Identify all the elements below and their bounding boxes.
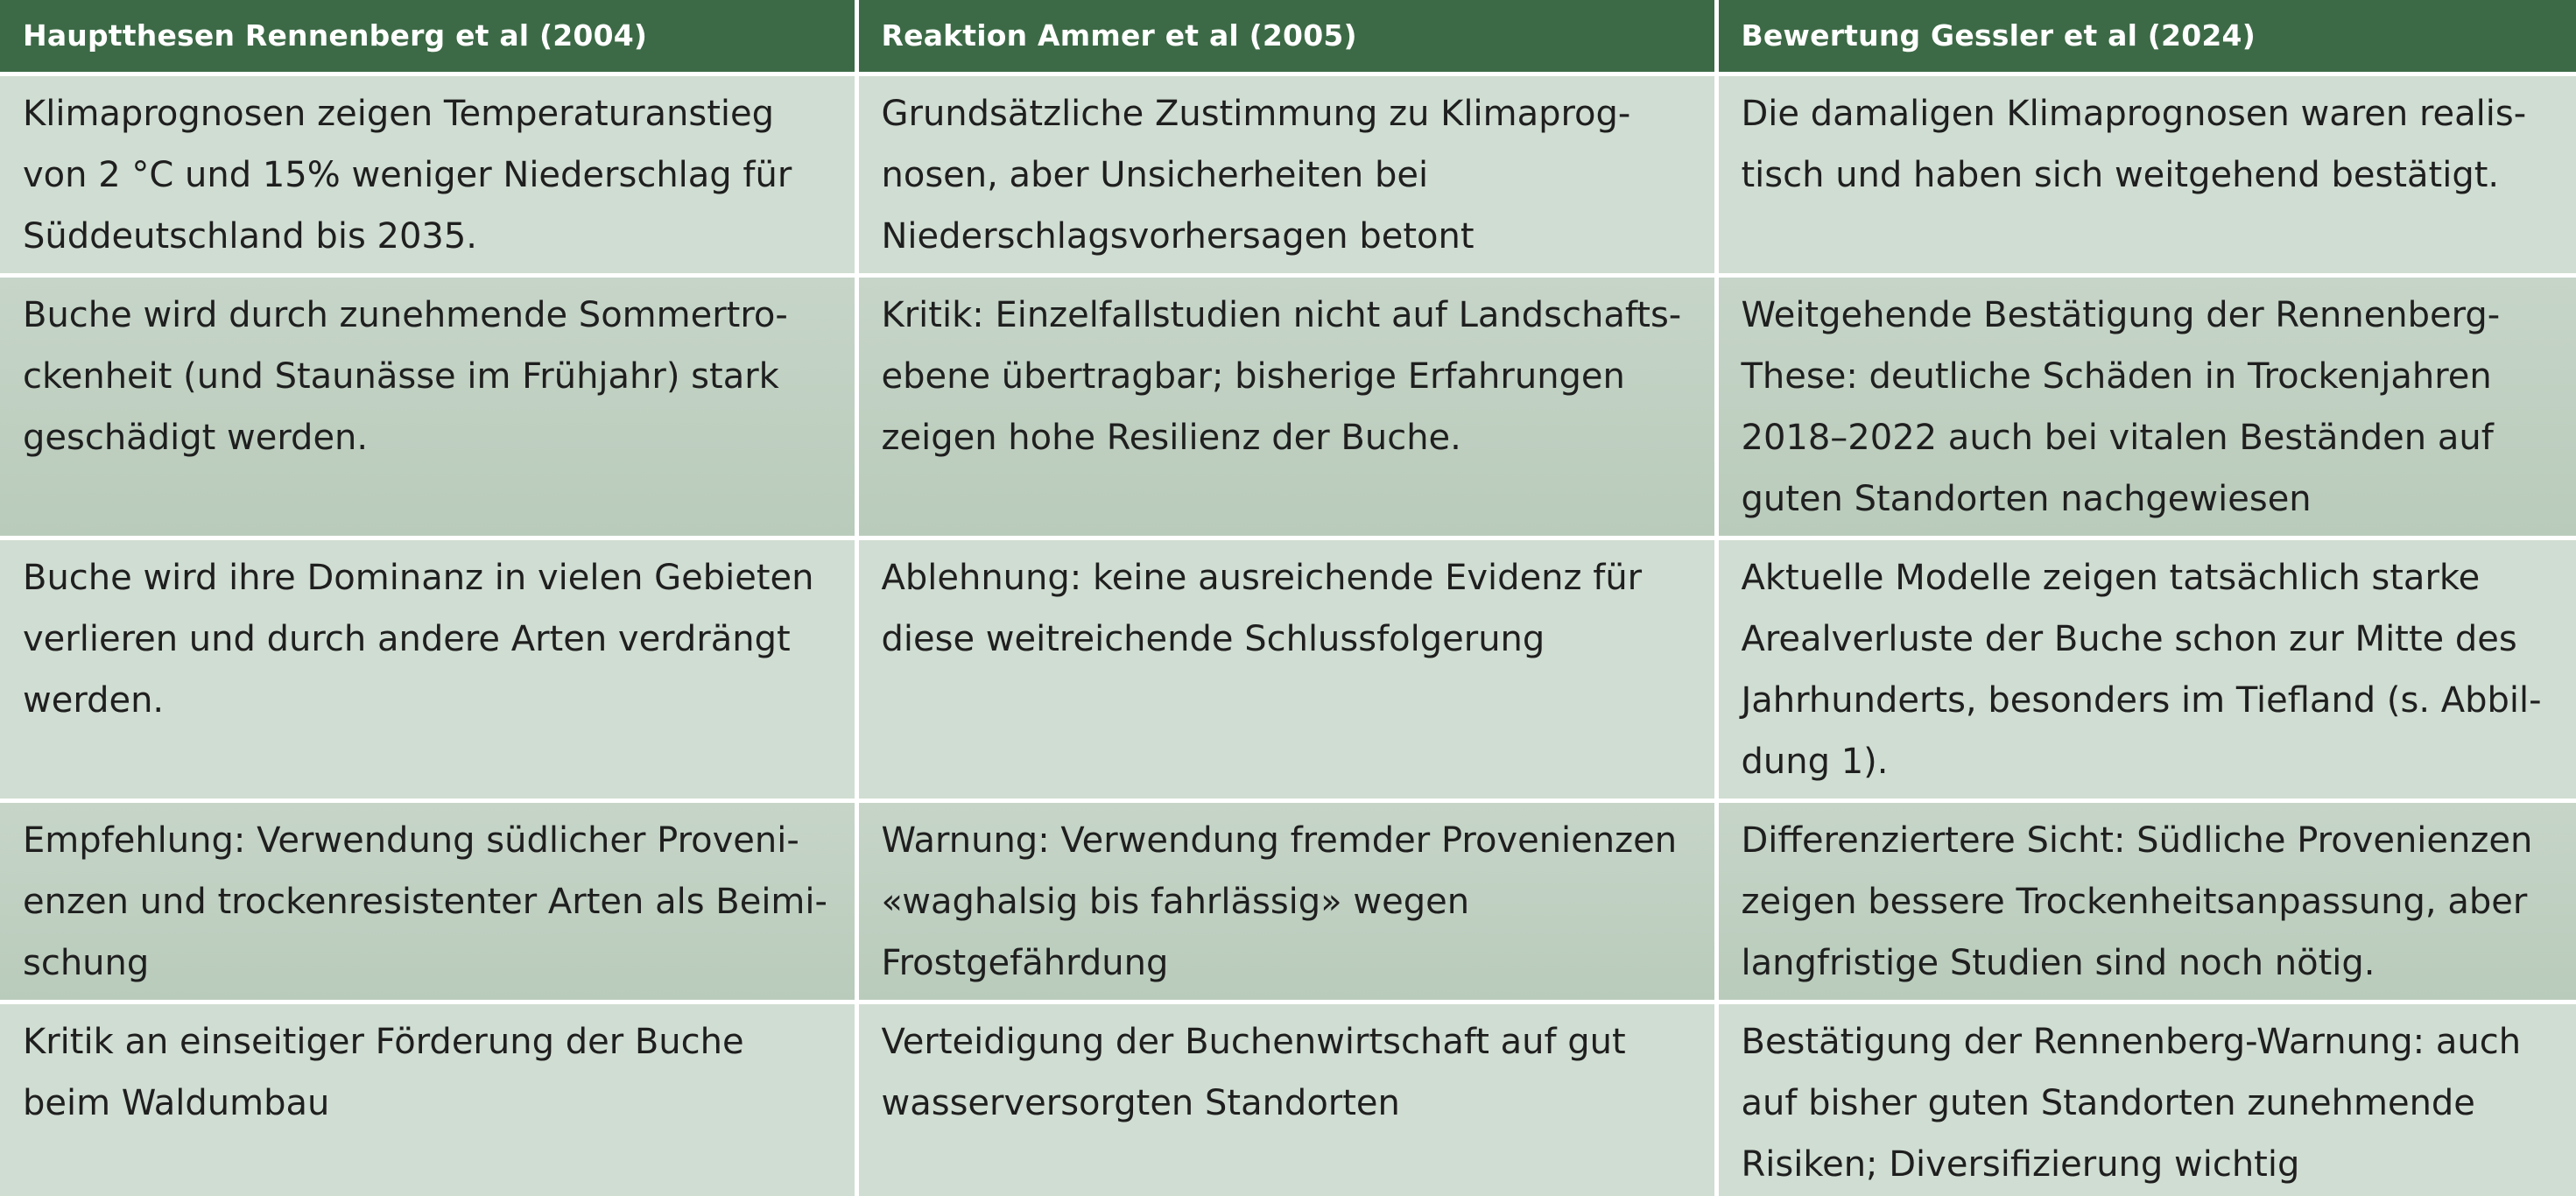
column-header-ammer: Reaktion Ammer et al (2005) xyxy=(856,0,1716,74)
table-row xyxy=(0,538,2576,800)
table-cell: Kritik an einseitiger Förderung der Buche beim Waldumbau xyxy=(0,1002,856,1196)
table-cell: Bestätigung der Rennenberg-Warnung: auch auf bisher guten Standorten zunehmende Risiken; Diversifizierung wichtig xyxy=(1716,1002,2576,1196)
table-row xyxy=(0,275,2576,538)
header-row xyxy=(0,0,2576,74)
table-cell: Verteidigung der Buchenwirtschaft auf gut wasserversorgten Standorten xyxy=(856,1002,1716,1196)
table-cell: Warnung: Verwendung fremder Provenienzen «waghalsig bis fahrlässig» wegen Frostgefährdung xyxy=(856,800,1716,1002)
table-cell: Aktuelle Modelle zeigen tatsächlich starke Arealverluste der Buche schon zur Mitte des Jahrhunderts, besonders im Tiefland (s. Abbildung 1). xyxy=(1716,538,2576,800)
table-cell: Kritik: Einzelfallstudien nicht auf Landschaftsebene übertragbar; bisherige Erfahrungen zeigen hohe Resilienz der Buche. xyxy=(856,275,1716,538)
table-row xyxy=(0,74,2576,275)
column-header-gessler: Bewertung Gessler et al (2024) xyxy=(1716,0,2576,74)
table-cell: Weitgehende Bestätigung der Rennenberg-These: deutliche Schäden in Trockenjahren 2018–2022 auch bei vitalen Beständen auf guten Standorten nachgewiesen xyxy=(1716,275,2576,538)
table-cell: Ablehnung: keine ausreichende Evidenz für diese weitreichende Schlussfolgerung xyxy=(856,538,1716,800)
table-cell: Buche wird durch zunehmende Sommertrockenheit (und Staunässe im Frühjahr) stark geschädigt werden. xyxy=(0,275,856,538)
table-cell: Empfehlung: Verwendung südlicher Provenienzen und trockenresistenter Arten als Beimischung xyxy=(0,800,856,1002)
column-header-rennenberg: Hauptthesen Rennenberg et al (2004) xyxy=(0,0,856,74)
table-cell: Differenziertere Sicht: Südliche Provenienzen zeigen bessere Trockenheitsanpassung, aber langfristige Studien sind noch nötig. xyxy=(1716,800,2576,1002)
table-header xyxy=(0,0,2576,74)
table-cell: Buche wird ihre Dominanz in vielen Gebieten verlieren und durch andere Arten verdrängt werden. xyxy=(0,538,856,800)
table-cell: Grundsätzliche Zustimmung zu Klimaprognosen, aber Unsicherheiten bei Niederschlagsvorhersagen betont xyxy=(856,74,1716,275)
table-cell: Die damaligen Klimaprognosen waren realistisch und haben sich weitgehend bestätigt. xyxy=(1716,74,2576,275)
table-cell: Klimaprognosen zeigen Temperaturanstieg von 2 °C und 15% weniger Niederschlag für Süddeutschland bis 2035. xyxy=(0,74,856,275)
table-body xyxy=(0,74,2576,1196)
table-row xyxy=(0,800,2576,1002)
table-row xyxy=(0,1002,2576,1196)
